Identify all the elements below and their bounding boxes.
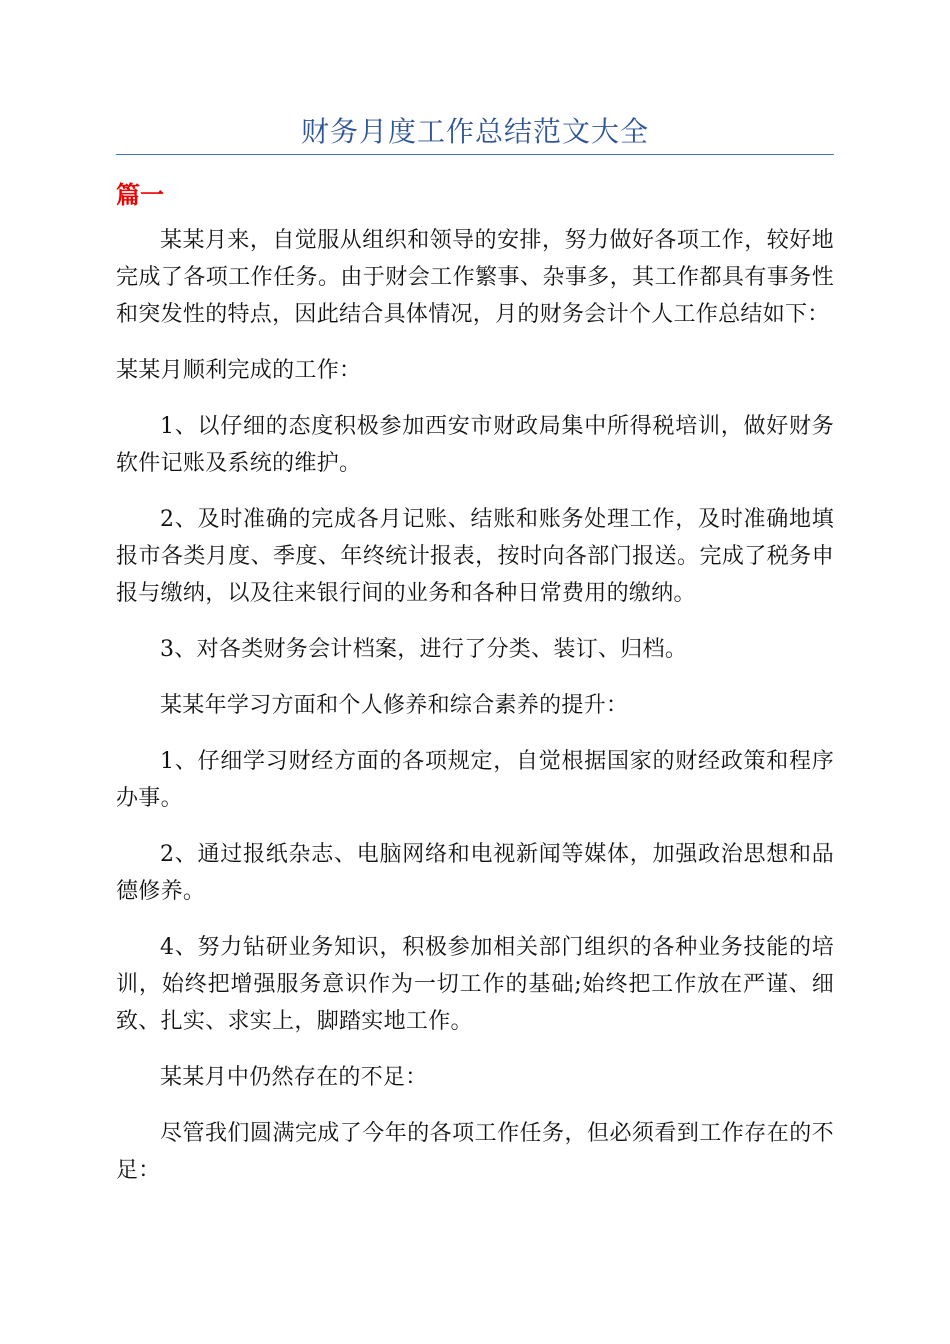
document-title: 财务月度工作总结范文大全 [300, 115, 649, 148]
title-underline [116, 154, 834, 155]
paragraph-item: 1、以仔细的态度积极参加西安市财政局集中所得税培训，做好财务软件记账及系统的维护。 [116, 414, 834, 476]
paragraph-intro: 某某月来，自觉服从组织和领导的安排，努力做好各项工作，较好地完成了各项工作任务。由于财会工作繁事、杂事多，其工作都具有事务性和突发性的特点，因此结合具体情况，月的财务会计个人工作总结如下： [116, 228, 834, 327]
paragraph-shortcomings-intro: 尽管我们圆满完成了今年的各项工作任务，但必须看到工作存在的不足： [116, 1121, 834, 1183]
paragraph-item: 4、努力钻研业务知识，积极参加相关部门组织的各种业务技能的培训，始终把增强服务意识作为一切工作的基础;始终把工作放在严谨、细致、扎实、求实上，脚踏实地工作。 [116, 935, 834, 1034]
section-heading: 篇一 [116, 181, 164, 209]
paragraph-shortcomings-heading: 某某月中仍然存在的不足： [160, 1065, 428, 1090]
paragraph-completed-work-heading: 某某月顺利完成的工作： [116, 358, 362, 383]
paragraph-item: 2、及时准确的完成各月记账、结账和账务处理工作，及时准确地填报市各类月度、季度、年终统计报表，按时向各部门报送。完成了税务申报与缴纳，以及往来银行间的业务和各种日常费用的缴纳。 [116, 507, 834, 606]
paragraph-item: 1、仔细学习财经方面的各项规定，自觉根据国家的财经政策和程序办事。 [116, 749, 834, 811]
paragraph-item: 3、对各类财务会计档案，进行了分类、装订、归档。 [160, 637, 688, 662]
document-body [116, 222, 834, 1208]
paragraph-study-heading: 某某年学习方面和个人修养和综合素养的提升： [160, 693, 629, 718]
paragraph-item: 2、通过报纸杂志、电脑网络和电视新闻等媒体，加强政治思想和品德修养。 [116, 842, 834, 904]
